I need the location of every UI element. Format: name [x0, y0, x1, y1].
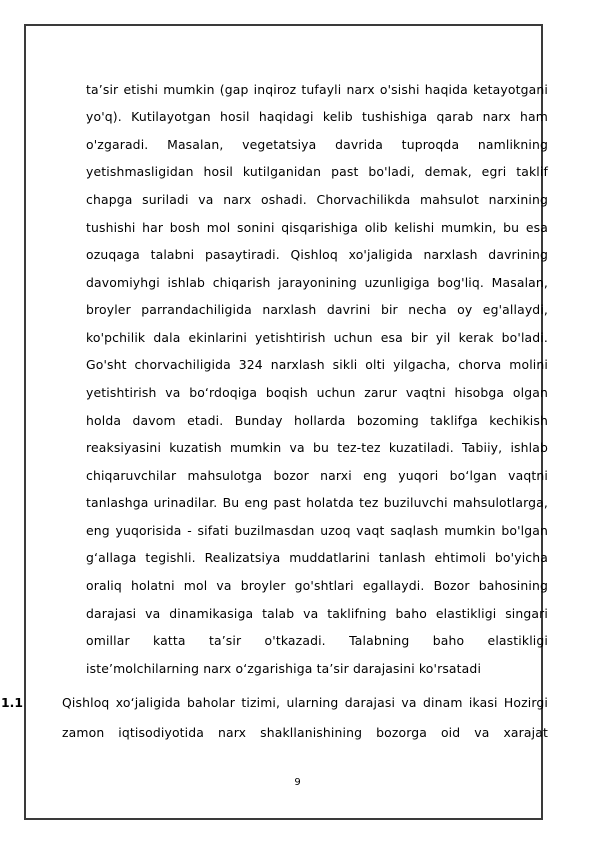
text-line: ta’sir etishi mumkin (gap inqiroz tufayli narx o'sishi haqida ketayotgani: [86, 82, 548, 97]
text-line: Go'sht chorvachiligida 324 narxlash sikli olti yilgacha, chorva molini: [86, 357, 548, 372]
text-line: yo'q). Kutilayotgan hosil haqidagi kelib tushishiga qarab narx ham: [86, 109, 548, 124]
text-line: g‘allaga tegishli. Realizatsiya muddatlarini tanlash ehtimoli bo'yicha: [86, 550, 548, 565]
text-line: chiqaruvchilar mahsulotga bozor narxi eng yuqori bo‘lgan vaqtni: [86, 468, 548, 483]
text-line: chapga suriladi va narx oshadi. Chorvachilikda mahsulot narxining: [86, 192, 548, 207]
text-line: holda davom etadi. Bunday hollarda bozoming taklifga kechikish: [86, 413, 548, 428]
section-heading-line: Qishloq xo‘jaligida baholar tizimi, ularning darajasi va dinam ikasi Hozirgi: [62, 695, 548, 710]
section-heading-line: zamon iqtisodiyotida narx shakllanishining bozorga oid va xarajat: [62, 725, 548, 740]
text-line: tushishi har bosh mol sonini qisqarishiga olib kelishi mumkin, bu esa: [86, 220, 548, 235]
page-number: 9: [294, 777, 301, 788]
text-line: broyler parrandachiligida narxlash davrini bir necha oy eg'allaydi,: [86, 302, 548, 317]
text-line: ozuqaga talabni pasaytiradi. Qishloq xo'jaligida narxlash davrining: [86, 247, 548, 262]
text-line: reaksiyasini kuzatish mumkin va bu tez-tez kuzatiladi. Tabiiy, ishlab: [86, 440, 548, 455]
text-line: oraliq holatni mol va broyler go'shtlari egallaydi. Bozor bahosining: [86, 578, 548, 593]
text-line: davomiyhgi ishlab chiqarish jarayonining uzunligiga bog'liq. Masalan,: [86, 275, 548, 290]
text-line: tanlashga urinadilar. Bu eng past holatda tez buziluvchi mahsulotlarga,: [86, 495, 548, 510]
text-line: omillar katta ta’sir o'tkazadi. Talabning baho elastikligi: [86, 633, 548, 648]
text-line: eng yuqorisida - sifati buzilmasdan uzoq vaqt saqlash mumkin bo'lgan: [86, 523, 548, 538]
text-line: iste’molchilarning narx o‘zgarishiga ta’sir darajasini ko'rsatadi: [86, 661, 482, 676]
text-line: yetishtirish va bo‘rdoqiga boqish uchun zarur vaqtni hisobga olgan: [86, 385, 548, 400]
text-line: darajasi va dinamikasiga talab va taklifning baho elastikligi singari: [86, 606, 548, 621]
text-line: ko'pchilik dala ekinlarini yetishtirish uchun esa bir yil kerak bo'ladi.: [86, 330, 548, 345]
text-line: o'zgaradi. Masalan, vegetatsiya davrida tuproqda namlikning: [86, 137, 548, 152]
text-line: yetishmasligidan hosil kutilganidan past bo'ladi, demak, egri taklif: [86, 164, 548, 179]
section-number: 1.1: [1, 695, 23, 710]
